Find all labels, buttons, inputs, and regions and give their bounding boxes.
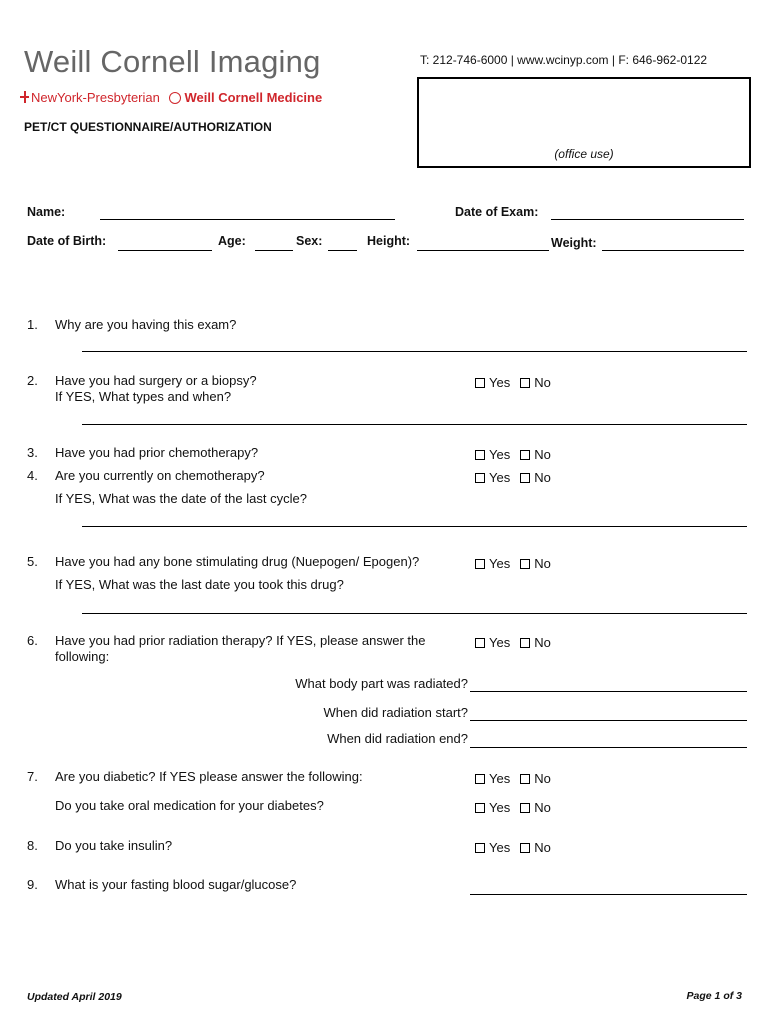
q8-number: 8. (27, 838, 38, 853)
q4-yes-checkbox[interactable] (475, 473, 485, 483)
q3-yes-checkbox[interactable] (475, 450, 485, 460)
sex-field[interactable] (328, 250, 357, 251)
q3-number: 3. (27, 445, 38, 460)
q5-yes-checkbox[interactable] (475, 559, 485, 569)
q3-text: Have you had prior chemotherapy? (55, 445, 259, 460)
q6-end-label: When did radiation end? (327, 731, 468, 746)
weight-label: Weight: (551, 236, 597, 250)
q2-options (475, 375, 551, 390)
q4-yes-label: Yes (489, 470, 511, 485)
exam-date-label: Date of Exam: (455, 205, 539, 219)
dob-label: Date of Birth: (27, 234, 107, 248)
q2-no-label: No (534, 375, 551, 390)
q2-number: 2. (27, 373, 38, 388)
q4-answer-field[interactable] (82, 526, 747, 527)
q1-text: Why are you having this exam? (55, 317, 237, 332)
q7-followup: Do you take oral medication for your diabetes? (55, 798, 324, 813)
q5-text: Have you had any bone stimulating drug (Nuepogen/ Epogen)? (55, 554, 420, 569)
q4-no-label: No (534, 470, 551, 485)
form-title: PET/CT QUESTIONNAIRE/AUTHORIZATION (24, 120, 272, 134)
q9-number: 9. (27, 877, 38, 892)
nyp-logo-icon (20, 91, 29, 103)
q7b-yes-checkbox[interactable] (475, 803, 485, 813)
q3-yes-label: Yes (489, 447, 511, 462)
q6-end-field[interactable] (470, 747, 747, 748)
name-field[interactable] (100, 219, 395, 220)
q7-text: Are you diabetic? If YES please answer the following: (55, 769, 363, 784)
q3-no-label: No (534, 447, 551, 462)
q7-no-checkbox[interactable] (520, 774, 530, 784)
updated-date: Updated April 2019 (27, 991, 122, 1003)
height-field[interactable] (417, 250, 549, 251)
q5-number: 5. (27, 554, 38, 569)
q6-start-label: When did radiation start? (323, 705, 468, 720)
q7b-no-checkbox[interactable] (520, 803, 530, 813)
q3-no-checkbox[interactable] (520, 450, 530, 460)
q7b-yes-label: Yes (489, 800, 511, 815)
q8-text: Do you take insulin? (55, 838, 173, 853)
q5-no-checkbox[interactable] (520, 559, 530, 569)
q2-yes-checkbox[interactable] (475, 378, 485, 388)
q2-yes-label: Yes (489, 375, 511, 390)
office-use-box (417, 77, 751, 168)
q7-number: 7. (27, 769, 38, 784)
page-number: Page 1 of 3 (686, 990, 742, 1002)
q7-yes-label: Yes (489, 771, 511, 786)
q2-no-checkbox[interactable] (520, 378, 530, 388)
contact-info: T: 212-746-6000 | www.wcinyp.com | F: 646-962-0122 (420, 53, 708, 67)
q8-no-checkbox[interactable] (520, 843, 530, 853)
q6-start-field[interactable] (470, 720, 747, 721)
q6-text: Have you had prior radiation therapy? If YES, please answer the following: (55, 633, 426, 664)
q5-no-label: No (534, 556, 551, 571)
q6-number: 6. (27, 633, 38, 648)
q7b-no-label: No (534, 800, 551, 815)
q4-options (475, 470, 551, 485)
dob-field[interactable] (118, 250, 212, 251)
partner-logos (20, 90, 322, 105)
q4-no-checkbox[interactable] (520, 473, 530, 483)
age-field[interactable] (255, 250, 293, 251)
wcm-seal-icon (169, 92, 181, 104)
q5-options (475, 556, 551, 571)
partner-wcm: Weill Cornell Medicine (184, 90, 323, 105)
q5-followup: If YES, What was the last date you took this drug? (55, 577, 344, 592)
q2-question: Have you had surgery or a biopsy? (55, 373, 257, 388)
q9-text: What is your fasting blood sugar/glucose? (55, 877, 297, 892)
q5-yes-label: Yes (489, 556, 511, 571)
q3-options (475, 447, 551, 462)
q8-options (475, 840, 551, 855)
q6-no-checkbox[interactable] (520, 638, 530, 648)
q6-yes-checkbox[interactable] (475, 638, 485, 648)
sex-label: Sex: (296, 234, 323, 248)
q7b-options (475, 800, 551, 815)
q6-options (475, 635, 551, 650)
q7-yes-checkbox[interactable] (475, 774, 485, 784)
office-use-label: (office use) (554, 147, 614, 161)
q6-yes-label: Yes (489, 635, 511, 650)
q7-no-label: No (534, 771, 551, 786)
q4-number: 4. (27, 468, 38, 483)
q4-followup: If YES, What was the date of the last cycle? (55, 491, 307, 506)
q8-no-label: No (534, 840, 551, 855)
partner-nyp: NewYork-Presbyterian (31, 90, 160, 105)
q6-body-part-label: What body part was radiated? (295, 676, 468, 691)
brand-title: Weill Cornell Imaging (24, 44, 321, 79)
name-label: Name: (27, 205, 66, 219)
q1-number: 1. (27, 317, 38, 332)
q6-body-part-field[interactable] (470, 691, 747, 692)
height-label: Height: (367, 234, 411, 248)
q1-answer-field[interactable] (82, 351, 747, 352)
q8-yes-label: Yes (489, 840, 511, 855)
q8-yes-checkbox[interactable] (475, 843, 485, 853)
q4-text: Are you currently on chemotherapy? (55, 468, 265, 483)
q2-answer-field[interactable] (82, 424, 747, 425)
q6-no-label: No (534, 635, 551, 650)
weight-field[interactable] (602, 250, 744, 251)
q7-options (475, 771, 551, 786)
age-label: Age: (218, 234, 246, 248)
exam-date-field[interactable] (551, 219, 744, 220)
q5-answer-field[interactable] (82, 613, 747, 614)
q2-text (55, 373, 415, 405)
q2-followup: If YES, What types and when? (55, 389, 232, 404)
q9-answer-field[interactable] (470, 894, 747, 895)
